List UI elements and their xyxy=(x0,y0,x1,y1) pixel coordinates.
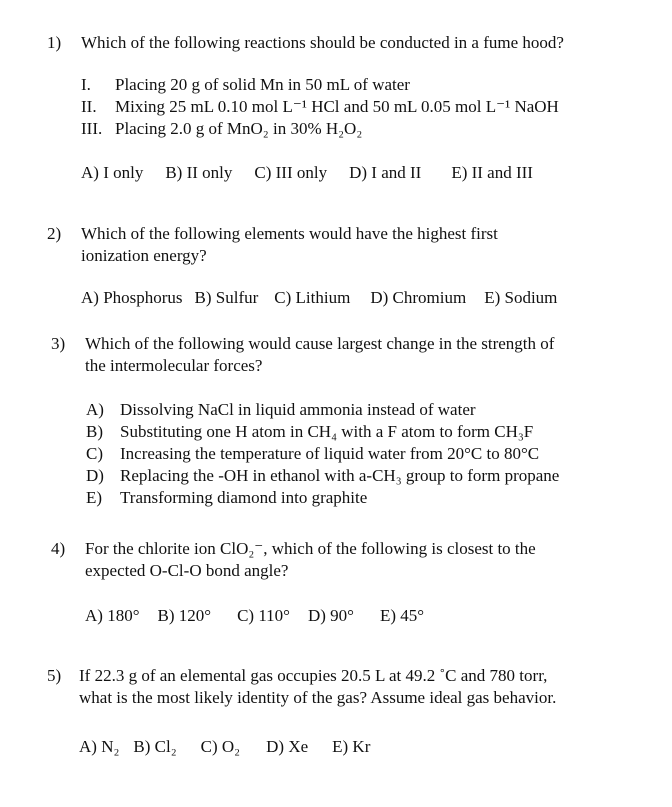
answer-choice[interactable]: D) Xe xyxy=(266,737,309,756)
statement-item xyxy=(81,96,559,118)
answer-choices xyxy=(85,605,440,627)
answer-choice[interactable]: B) 120° xyxy=(157,606,212,625)
question-text-line: what is the most likely identity of the gas? Assume ideal gas behavior. xyxy=(79,688,557,707)
statement-label: III. xyxy=(81,119,103,138)
question-text xyxy=(85,538,536,582)
option-item[interactable] xyxy=(86,399,559,421)
answer-choice[interactable]: A) 180° xyxy=(85,606,140,625)
answer-choice[interactable]: E) 45° xyxy=(379,606,425,625)
question-number: 5) xyxy=(47,666,62,685)
answer-choice[interactable]: A) Phosphorus xyxy=(81,288,183,307)
question-text-line: expected O-Cl-O bond angle? xyxy=(85,561,289,580)
answer-choice[interactable]: D) I and II xyxy=(349,163,422,182)
option-label: E) xyxy=(86,488,103,507)
answer-choice[interactable]: A) N₂ xyxy=(79,737,120,756)
statement-label: I. xyxy=(81,75,91,94)
answer-choice[interactable]: C) 110° xyxy=(237,606,290,625)
answer-choice[interactable]: D) Chromium xyxy=(370,288,467,307)
question-text-line: ionization energy? xyxy=(81,246,207,265)
option-text: Substituting one H atom in CH₄ with a F atom to form CH₃F xyxy=(120,422,534,441)
answer-choice[interactable]: E) Kr xyxy=(332,737,371,756)
question-text-line: Which of the following would cause largest change in the strength of xyxy=(85,334,555,353)
option-label: C) xyxy=(86,444,103,463)
answer-choice[interactable]: B) Cl₂ xyxy=(133,737,177,756)
question-text xyxy=(81,223,498,267)
option-list xyxy=(86,399,559,509)
statement-text: Placing 20 g of solid Mn in 50 mL of water xyxy=(115,75,410,94)
question-text-line: the intermolecular forces? xyxy=(85,356,263,375)
option-label: B) xyxy=(86,422,103,441)
option-item[interactable] xyxy=(86,443,559,465)
option-label: A) xyxy=(86,400,104,419)
statement-label: II. xyxy=(81,97,97,116)
option-label: D) xyxy=(86,466,104,485)
option-item[interactable] xyxy=(86,487,559,509)
answer-choice[interactable]: E) Sodium xyxy=(484,288,558,307)
answer-choice[interactable]: A) I only xyxy=(81,163,144,182)
answer-choice[interactable]: D) 90° xyxy=(307,606,354,625)
question-number: 2) xyxy=(47,224,62,243)
option-item[interactable] xyxy=(86,465,559,487)
answer-choice[interactable]: B) II only xyxy=(165,163,233,182)
question-number: 4) xyxy=(51,539,66,558)
statement-item xyxy=(81,74,559,96)
answer-choice[interactable]: C) O₂ xyxy=(200,737,241,756)
option-text: Dissolving NaCl in liquid ammonia instead of water xyxy=(120,400,476,419)
question-text xyxy=(85,333,554,377)
question-text xyxy=(79,665,556,709)
question-number: 3) xyxy=(51,334,66,353)
statement-list xyxy=(81,74,559,140)
answer-choice[interactable]: E) II and III xyxy=(451,163,533,182)
option-text: Increasing the temperature of liquid water from 20°C to 80°C xyxy=(120,444,540,463)
answer-choice[interactable]: C) III only xyxy=(254,163,328,182)
answer-choices xyxy=(79,736,386,758)
question-text-line: Which of the following reactions should be conducted in a fume hood? xyxy=(81,33,564,52)
question-text-line: For the chlorite ion ClO₂⁻, which of the following is closest to the xyxy=(85,539,536,558)
statement-text: Placing 2.0 g of MnO₂ in 30% H₂O₂ xyxy=(115,119,363,138)
statement-item xyxy=(81,118,559,140)
question-text xyxy=(81,32,564,54)
question-number: 1) xyxy=(47,33,62,52)
statement-text: Mixing 25 mL 0.10 mol L⁻¹ HCl and 50 mL 0.05 mol L⁻¹ NaOH xyxy=(115,97,559,116)
answer-choice[interactable]: C) Lithium xyxy=(274,288,351,307)
option-text: Replacing the -OH in ethanol with a-CH₃ group to form propane xyxy=(120,466,560,485)
answer-choice[interactable]: B) Sulfur xyxy=(194,288,259,307)
question-text-line: If 22.3 g of an elemental gas occupies 20.5 L at 49.2 ˚C and 780 torr, xyxy=(79,666,548,685)
answer-choices xyxy=(81,287,573,309)
option-item[interactable] xyxy=(86,421,559,443)
answer-choices xyxy=(81,162,549,184)
option-text: Transforming diamond into graphite xyxy=(120,488,368,507)
question-text-line: Which of the following elements would have the highest first xyxy=(81,224,498,243)
